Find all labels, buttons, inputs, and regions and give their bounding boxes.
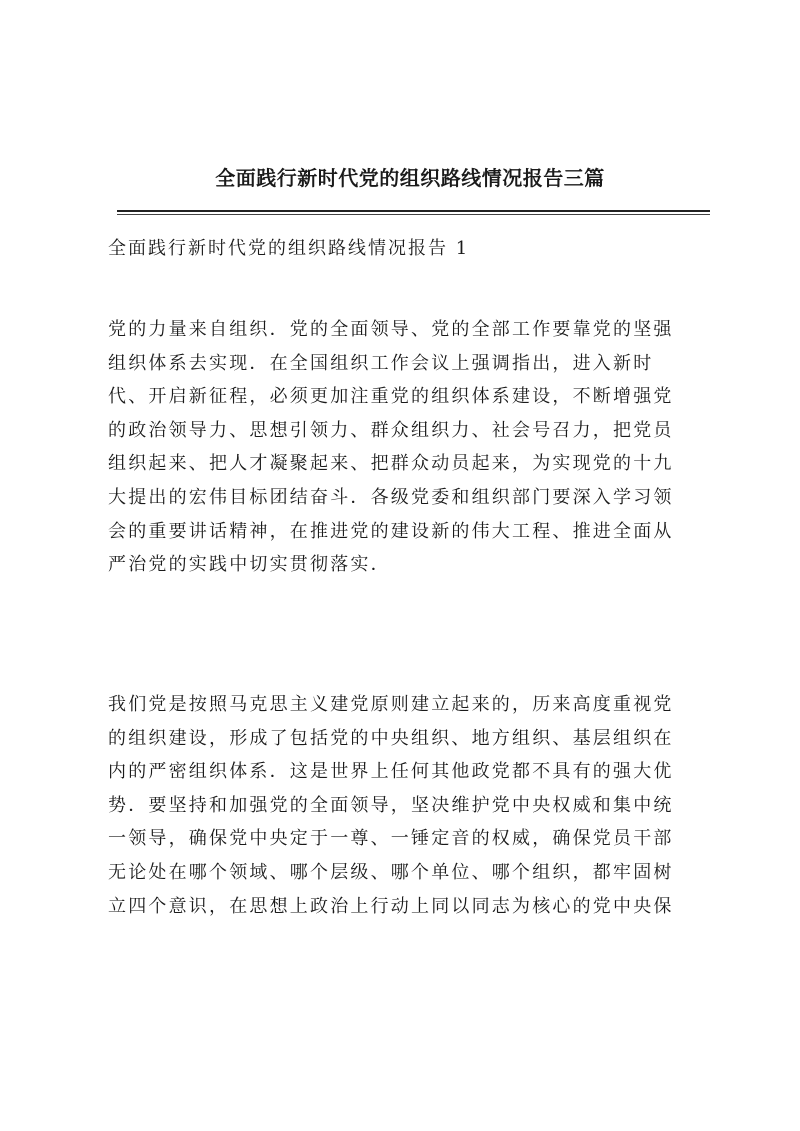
paragraph-line: 党的力量来自组织．党的全面领导、党的全部工作要靠党的坚强 <box>108 319 674 340</box>
paragraph-line: 组织体系去实现．在全国组织工作会议上强调指出，进入新时 <box>108 352 654 374</box>
paragraph-line: 大提出的宏伟目标团结奋斗．各级党委和组织部门要深入学习领 <box>108 486 674 508</box>
section-heading: 全面践行新时代党的组织路线情况报告 1 <box>108 238 470 259</box>
paragraph-line: 我们党是按照马克思主义建党原则建立起来的，历来高度重视党 <box>108 694 674 715</box>
paragraph-line: 势．要坚持和加强党的全面领导，坚决维护党中央权威和集中统 <box>108 794 674 816</box>
paragraph-line: 无论处在哪个领域、哪个层级、哪个单位、哪个组织，都牢固树 <box>108 861 674 883</box>
paragraph-1 <box>108 313 708 582</box>
paragraph-2 <box>108 688 708 923</box>
title-divider-thin <box>117 214 710 215</box>
paragraph-line: 的政治领导力、思想引领力、群众组织力、社会号召力，把党员 <box>108 419 674 441</box>
paragraph-line: 代、开启新征程，必须更加注重党的组织体系建设，不断增强党 <box>108 386 674 408</box>
document-title: 全面践行新时代党的组织路线情况报告三篇 <box>215 166 605 190</box>
title-divider <box>117 210 710 212</box>
paragraph-line: 一领导，确保党中央定于一尊、一锤定音的权威，确保党员干部 <box>108 828 674 850</box>
paragraph-line: 立四个意识，在思想上政治上行动上同以同志为核心的党中央保 <box>108 895 674 917</box>
paragraph-line: 内的严密组织体系．这是世界上任何其他政党都不具有的强大优 <box>108 761 674 783</box>
paragraph-line: 严治党的实践中切实贯彻落实． <box>108 554 391 576</box>
paragraph-line: 的组织建设，形成了包括党的中央组织、地方组织、基层组织在 <box>108 727 674 749</box>
paragraph-line: 组织起来、把人才凝聚起来、把群众动员起来，为实现党的十九 <box>108 453 674 475</box>
paragraph-line: 会的重要讲话精神，在推进党的建设新的伟大工程、推进全面从 <box>108 520 674 542</box>
